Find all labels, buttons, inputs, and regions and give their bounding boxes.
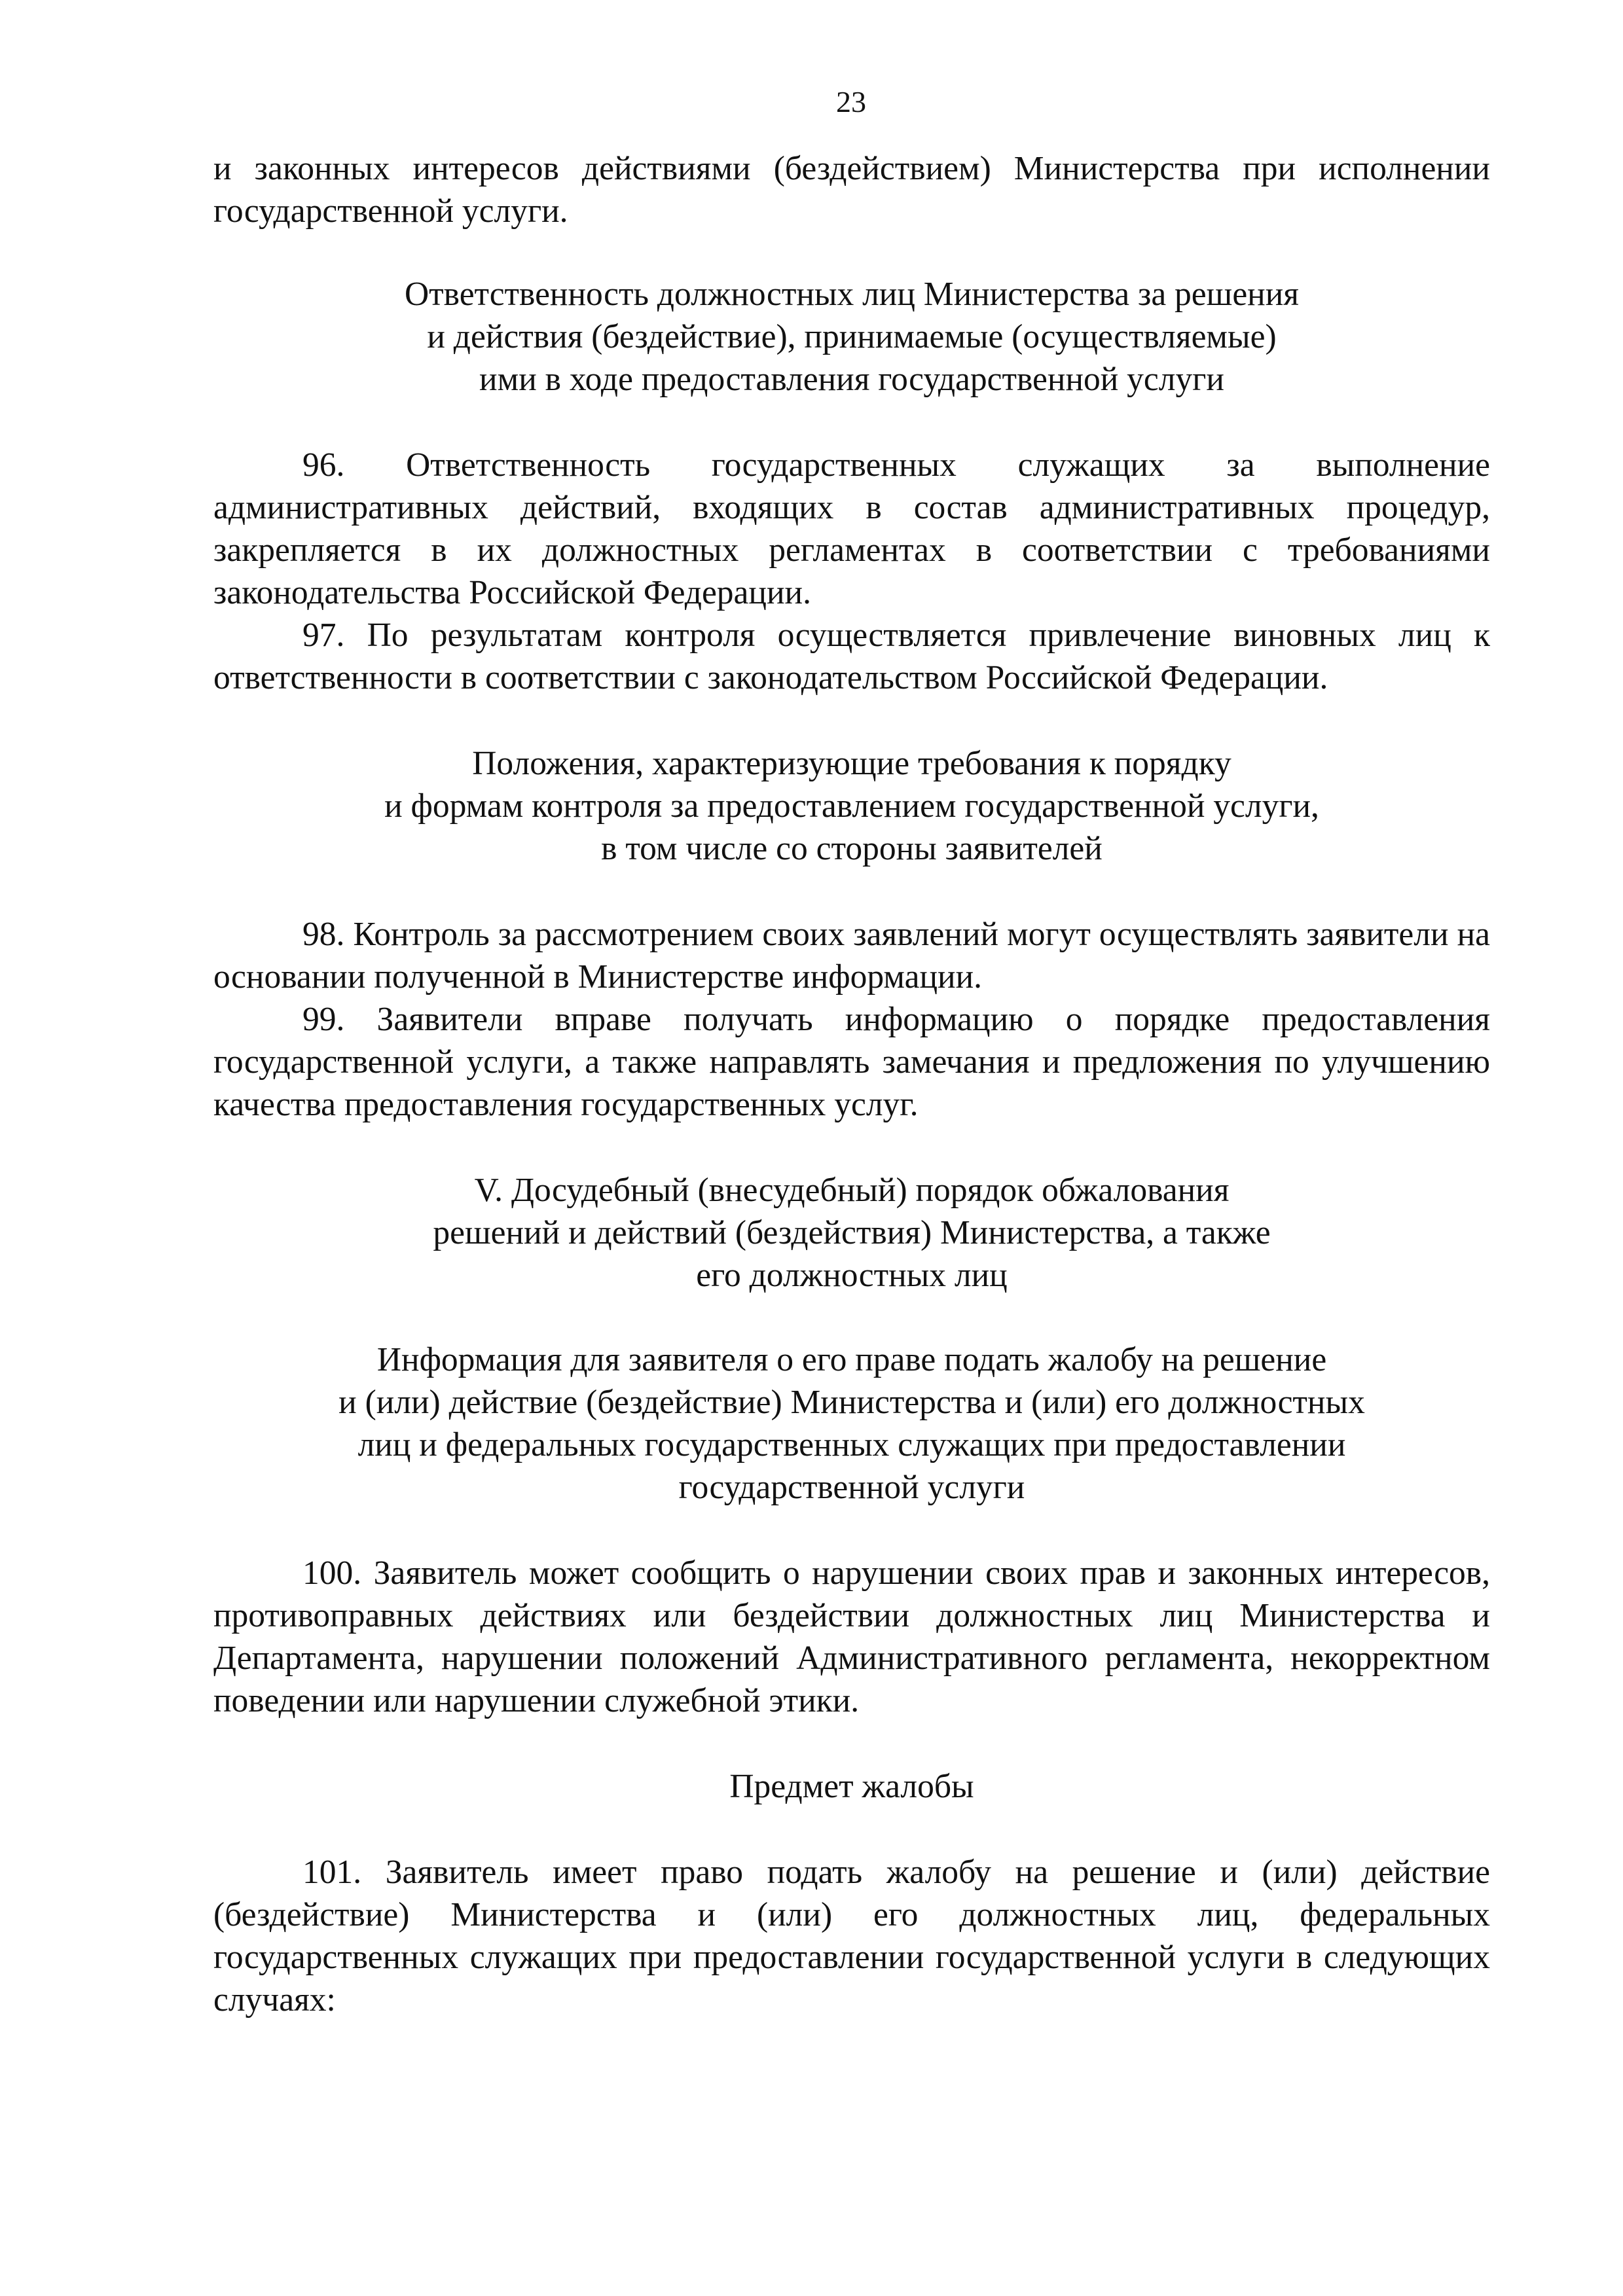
heading-line: V. Досудебный (внесудебный) порядок обжалования	[474, 1172, 1230, 1209]
page-number: 23	[836, 85, 866, 118]
heading-line: Ответственность должностных лиц Министерства за решения	[404, 276, 1299, 313]
heading-line: его должностных лиц	[696, 1257, 1008, 1294]
heading-line: решений и действий (бездействия) Министерства, а также	[433, 1214, 1271, 1251]
heading-line: ими в ходе предоставления государственной услуги	[479, 361, 1224, 398]
heading-control	[213, 742, 1490, 870]
intro-paragraph: и законных интересов действиями (бездействием) Министерства при исполнении государственной услуги.	[213, 150, 1490, 230]
paragraph-96: 96. Ответственность государственных служащих за выполнение административных действий, входящих в состав административных процедур, закрепляется в их должностных регламентах в соответствии с требованиями законодательства Российской Федерации.	[213, 446, 1490, 611]
heading-line: и действия (бездействие), принимаемые (осуществляемые)	[427, 318, 1277, 355]
paragraph-97: 97. По результатам контроля осуществляется привлечение виновных лиц к ответственности в соответствии с законодательством Российской Федерации.	[213, 617, 1490, 696]
paragraph-101: 101. Заявитель имеет право подать жалобу на решение и (или) действие (бездействие) Министерства и (или) его должностных лиц, федеральных государственных служащих при предоставлении государственной услуги в следующих случаях:	[213, 1854, 1490, 2018]
heading-information	[213, 1338, 1490, 1509]
heading-line: лиц и федеральных государственных служащих при предоставлении	[357, 1426, 1346, 1463]
heading-line: Положения, характеризующие требования к порядку	[472, 745, 1231, 782]
paragraph-100: 100. Заявитель может сообщить о нарушении своих прав и законных интересов, противоправных действиях или бездействии должностных лиц Министерства и Департамента, нарушении положений Административного регламента, некорректном поведении или нарушении служебной этики.	[213, 1554, 1490, 1719]
heading-line: и (или) действие (бездействие) Министерства и (или) его должностных	[338, 1384, 1365, 1421]
paragraph-99: 99. Заявители вправе получать информацию о порядке предоставления государственной услуги, а также направлять замечания и предложения по улучшению качества предоставления государственных услуг.	[213, 1001, 1490, 1123]
heading-responsibility	[213, 273, 1490, 401]
paragraph-98: 98. Контроль за рассмотрением своих заявлений могут осуществлять заявители на основании полученной в Министерстве информации.	[213, 916, 1490, 996]
heading-line: и формам контроля за предоставлением государственной услуги,	[384, 787, 1319, 825]
heading-line: в том числе со стороны заявителей	[601, 830, 1103, 867]
heading-line: Информация для заявителя о его праве подать жалобу на решение	[376, 1341, 1327, 1378]
heading-section-v	[213, 1169, 1490, 1297]
heading-line: государственной услуги	[678, 1469, 1025, 1506]
heading-subject: Предмет жалобы	[729, 1768, 974, 1805]
page-content	[213, 147, 1490, 2021]
